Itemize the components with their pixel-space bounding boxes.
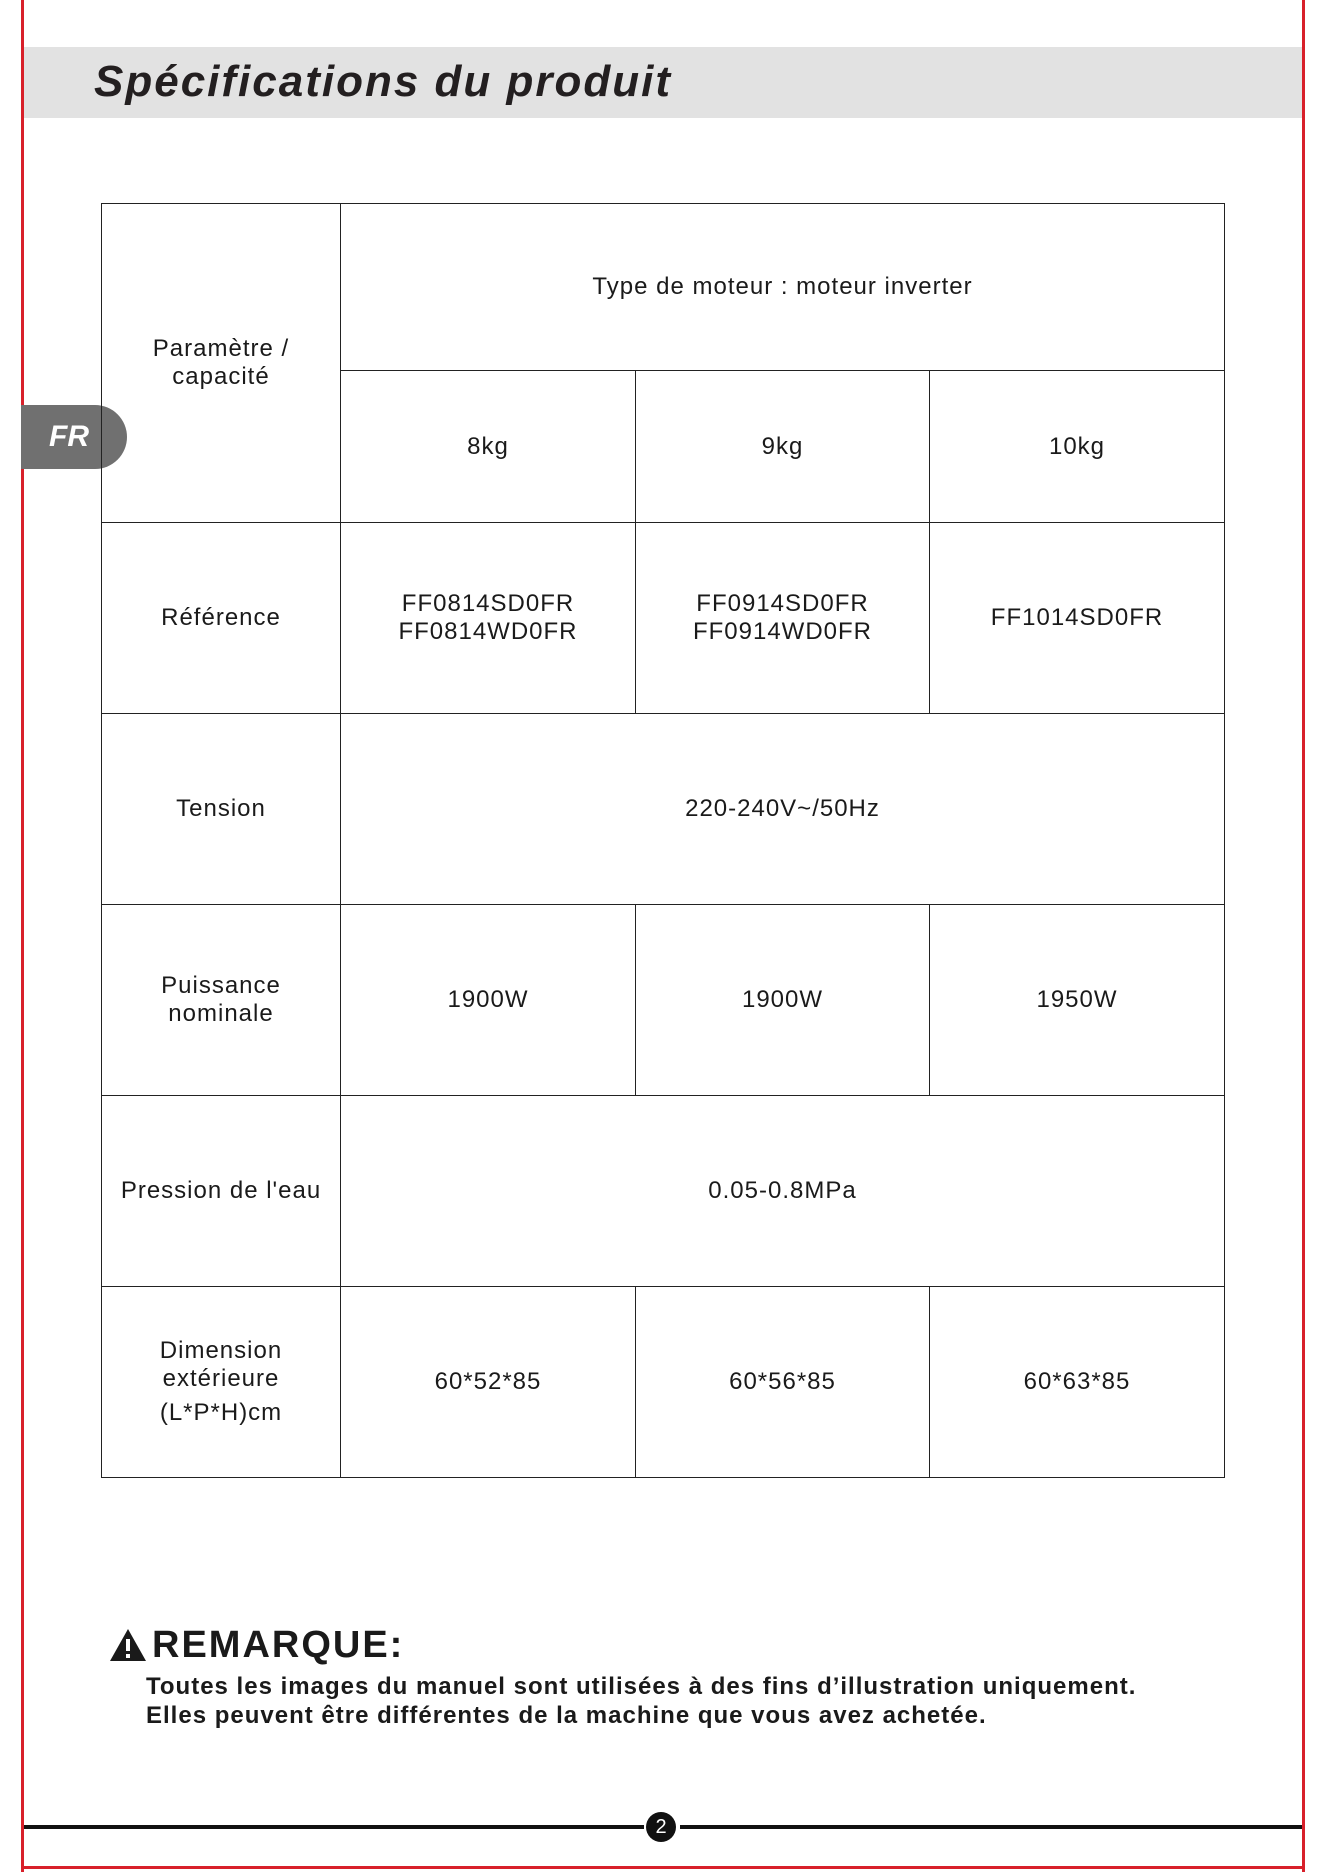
reference-code: FF0914SD0FR	[696, 590, 869, 617]
power-label-line: Puissance	[161, 972, 281, 999]
dimension-label	[102, 1287, 341, 1478]
table-row	[102, 714, 1225, 905]
power-label-line: nominale	[168, 1000, 274, 1027]
power-9kg: 1900W	[636, 905, 930, 1096]
reference-code: FF1014SD0FR	[990, 604, 1164, 631]
note-title: REMARQUE:	[152, 1623, 405, 1666]
reference-9kg	[636, 523, 930, 714]
page-title: Spécifications du produit	[94, 57, 673, 106]
reference-label: Référence	[102, 523, 341, 714]
spec-table	[101, 203, 1225, 1478]
warning-icon	[108, 1627, 148, 1663]
footer-rule-right	[680, 1825, 1302, 1829]
right-red-border	[1302, 0, 1305, 1872]
dimension-label-line: extérieure	[162, 1365, 280, 1392]
dimension-label-line: (L*P*H)cm	[159, 1399, 283, 1426]
title-band	[24, 47, 1302, 118]
param-label-line: Paramètre /	[152, 335, 290, 362]
table-row	[102, 523, 1225, 714]
table-row	[102, 1096, 1225, 1287]
reference-code: FF0814WD0FR	[398, 618, 578, 645]
power-label	[102, 905, 341, 1096]
dimension-8kg: 60*52*85	[341, 1287, 636, 1478]
tension-label: Tension	[102, 714, 341, 905]
language-tab: FR	[21, 405, 127, 469]
pressure-label: Pression de l'eau	[102, 1096, 341, 1287]
param-capacity-label	[102, 204, 341, 523]
reference-10kg	[930, 523, 1225, 714]
footer-rule-left	[24, 1825, 644, 1829]
power-10kg: 1950W	[930, 905, 1225, 1096]
dimension-10kg: 60*63*85	[930, 1287, 1225, 1478]
bottom-red-border	[21, 1866, 1305, 1869]
dimension-label-line: Dimension	[159, 1337, 283, 1364]
table-row	[102, 905, 1225, 1096]
tension-value: 220-240V~/50Hz	[341, 714, 1225, 905]
note-block	[108, 1620, 1248, 1730]
note-body	[146, 1672, 1248, 1730]
capacity-8kg: 8kg	[341, 371, 636, 523]
param-label-line: capacité	[172, 363, 270, 390]
reference-code: FF0814SD0FR	[401, 590, 575, 617]
left-red-border	[21, 0, 24, 1872]
pressure-value: 0.05-0.8MPa	[341, 1096, 1225, 1287]
capacity-9kg: 9kg	[636, 371, 930, 523]
power-8kg: 1900W	[341, 905, 636, 1096]
note-header	[108, 1620, 1248, 1670]
reference-8kg	[341, 523, 636, 714]
table-row	[102, 1287, 1225, 1478]
motor-type-cell: Type de moteur : moteur inverter	[341, 204, 1225, 371]
page-number: 2	[646, 1812, 676, 1842]
table-row	[102, 204, 1225, 371]
note-line: Toutes les images du manuel sont utilisées à des fins d’illustration uniquement.	[146, 1673, 1137, 1700]
reference-code: FF0914WD0FR	[692, 618, 873, 645]
capacity-10kg: 10kg	[930, 371, 1225, 523]
note-line: Elles peuvent être différentes de la machine que vous avez achetée.	[146, 1702, 987, 1729]
dimension-9kg: 60*56*85	[636, 1287, 930, 1478]
